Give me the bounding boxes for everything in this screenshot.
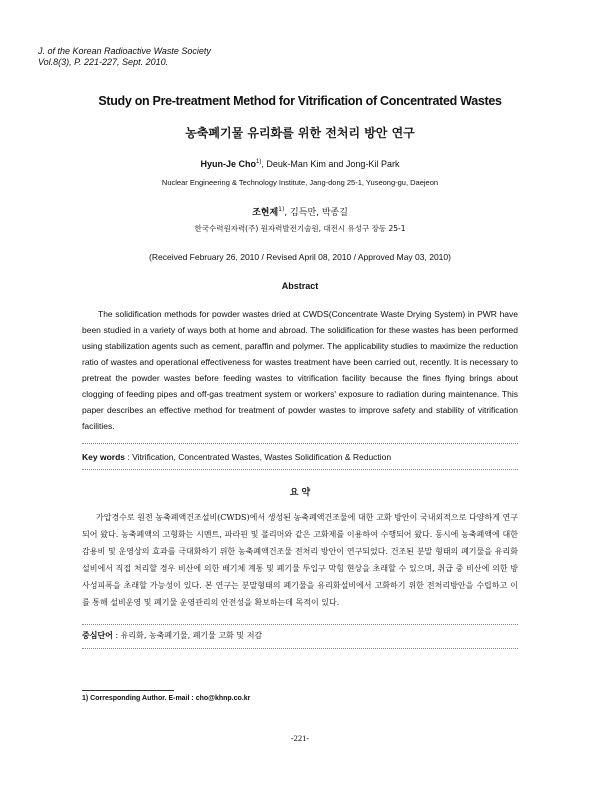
keywords bbox=[82, 452, 391, 462]
journal-volume: Vol.8(3), P. 221-227, Sept. 2010. bbox=[38, 57, 169, 67]
journal-name: J. of the Korean Radioactive Waste Society bbox=[38, 46, 211, 56]
first-author: Hyun-Je Cho bbox=[200, 159, 257, 169]
korean-keywords-label: 중심단어 bbox=[82, 631, 113, 640]
page-number: -221- bbox=[290, 733, 310, 743]
summary-body: 가압경수로 원전 농축폐액건조설비(CWDS)에서 생성된 농축폐액건조물에 대한 고화 방안이 국내외적으로 다양하게 연구되어 왔다. 농축폐액의 고형화는 시멘트, 파라핀 및 폴리머와 같은 고화제를 이용하여 수행되어 왔다. 동시에 농축폐액에 대한 감용비 및 운영상의 효과를 극대화하기 위한 농축폐액건조물 전처리 방안이 연구되었다. 건조된 분말 형태의 폐기물을 유리화 설비에서 직접 처리할 경우 비산에 의한 배기체 계통 및 폐기물 투입구 막힘 현상을 초래할 수 있으며, 취급 중 비산에 의한 방사성피폭을 초래할 가능성이 있다. 본 연구는 분말형태의 폐기물을 유리화설비에서 고화하기 위한 전처리방안을 수립하고 이를 통해 설비운영 및 폐기물 운영관리의 안전성을 확보하는데 목적이 있다. bbox=[82, 513, 518, 607]
author-footnote-mark: 1) bbox=[256, 159, 262, 165]
footnote: 1) Corresponding Author. E-mail : cho@khnp.co.kr bbox=[82, 695, 251, 702]
korean-title: 농축폐기물 유리화를 위한 전처리 방안 연구 bbox=[185, 126, 415, 140]
korean-other-authors: , 김득만, 박종길 bbox=[284, 208, 348, 218]
abstract-separator bbox=[82, 443, 518, 444]
received-dates: (Received February 26, 2010 / Revised April 08, 2010 / Approved May 03, 2010) bbox=[149, 252, 451, 262]
abstract-body: The solidification methods for powder wastes dried at CWDS(Concentrate Waste Drying System) in PWR have been studied in a variety of ways both at home and abroad. The solidification for these wastes has been performed using stabilization agents such as cement, paraffin and polymer. The applicability studies to maximize the reduction ratio of wastes and operational effectiveness for wastes treatment have been carried out, recently. It is necessary to pretreat the powder wastes before feeding wastes to vitrification facility because the fines flying brings about clogging of feeding pipes and off-gas treatment system or workers' exposure to radiation during maintenance. This paper describes an effective method for treatment of powder wastes to improve safety and stability of vitrification facilities. bbox=[82, 309, 518, 431]
footnote-rule bbox=[82, 690, 174, 691]
journal-citation bbox=[38, 46, 211, 68]
keywords-text: : Vitrification, Concentrated Wastes, Wastes Solidification & Reduction bbox=[125, 452, 392, 462]
summary-separator bbox=[82, 624, 518, 625]
paper-title: Study on Pre-treatment Method for Vitrification of Concentrated Wastes bbox=[98, 94, 502, 108]
abstract-heading: Abstract bbox=[281, 281, 319, 291]
korean-first-author: 조현제 bbox=[252, 208, 279, 218]
korean-keywords-separator bbox=[82, 648, 518, 649]
keywords-label: Key words bbox=[82, 452, 125, 462]
korean-author-footnote-mark: 1) bbox=[278, 206, 285, 213]
korean-keywords bbox=[82, 630, 262, 641]
korean-affiliation: 한국수력원자력(주) 원자력발전기술원, 대전시 유성구 장동 25-1 bbox=[194, 224, 406, 233]
other-authors: , Deuk-Man Kim and Jong-Kil Park bbox=[261, 159, 400, 169]
affiliation: Nuclear Engineering & Technology Institute, Jang-dong 25-1, Yuseong-gu, Daejeon bbox=[161, 178, 439, 187]
korean-keywords-text: : 유리화, 농축폐기물, 폐기물 고화 및 저감 bbox=[112, 631, 263, 640]
korean-authors bbox=[0, 205, 600, 218]
keywords-separator bbox=[82, 469, 518, 470]
authors bbox=[0, 159, 600, 169]
summary-heading: 요 약 bbox=[289, 488, 311, 498]
